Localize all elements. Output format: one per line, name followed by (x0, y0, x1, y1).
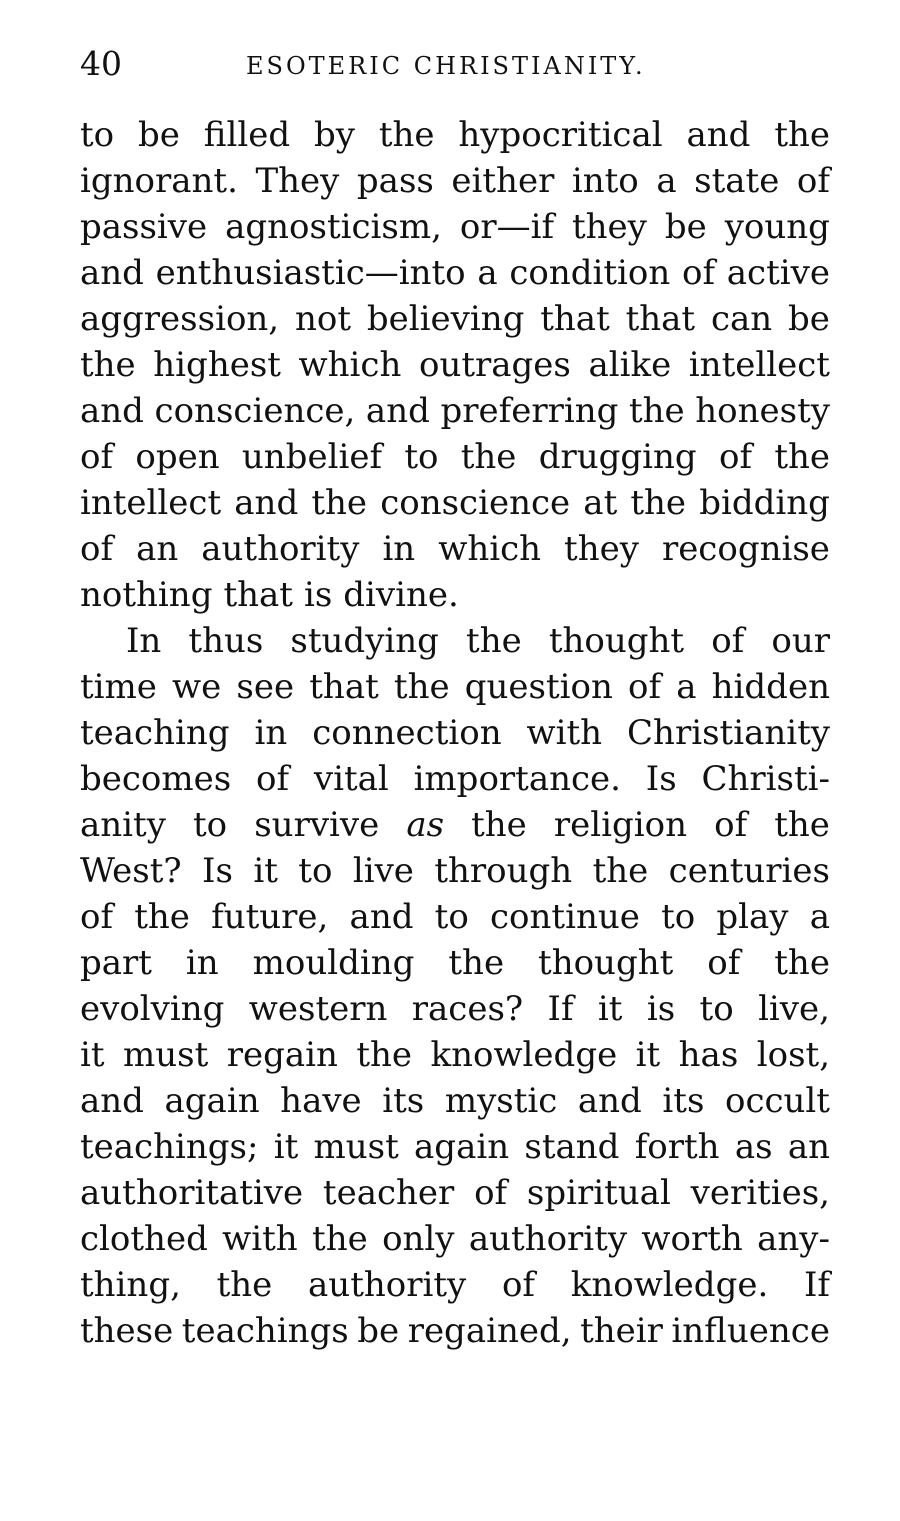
word: part (80, 943, 152, 983)
word: to (193, 805, 228, 845)
word: clothed (80, 1219, 208, 1259)
word: state (694, 161, 780, 201)
word: their (580, 1311, 663, 1351)
word: as (406, 805, 445, 845)
word: ignorant. (80, 161, 238, 201)
text-line (80, 388, 830, 434)
word: with (526, 713, 603, 753)
word: a (656, 161, 677, 201)
word: anity (80, 805, 166, 845)
word: must (123, 1035, 209, 1075)
word: hidden (711, 667, 830, 707)
word: occult (724, 1081, 830, 1121)
word: the (216, 1265, 273, 1305)
word: that (309, 667, 379, 707)
text-line (80, 756, 830, 802)
word: Is (645, 759, 677, 799)
word: outrages (418, 345, 571, 385)
word: preferring (440, 391, 619, 431)
word: by (313, 115, 355, 155)
text-line (80, 848, 830, 894)
word: aggression, (80, 299, 280, 339)
word: agnosticism, (225, 207, 442, 247)
word: races? (411, 989, 524, 1029)
word: filled (203, 115, 291, 155)
text-line (80, 158, 830, 204)
word: to (699, 989, 734, 1029)
word: authority (308, 1265, 467, 1305)
text-line (80, 480, 830, 526)
word: connection (312, 713, 502, 753)
word: and (365, 391, 430, 431)
word: Christi- (701, 759, 830, 799)
word: religion (553, 805, 688, 845)
word: divine. (343, 575, 459, 615)
word: and (80, 1081, 144, 1121)
word: must (313, 1127, 399, 1167)
text-line (80, 342, 830, 388)
word: If (803, 1265, 830, 1305)
word: they (564, 529, 639, 569)
word: it (597, 989, 623, 1029)
word: we (172, 667, 222, 707)
word: of (80, 529, 114, 569)
word: the (630, 483, 687, 523)
word: through (434, 851, 573, 891)
word: to (661, 897, 696, 937)
word: the (448, 943, 505, 983)
text-line (80, 434, 830, 480)
word: evolving (80, 989, 225, 1029)
word: these (80, 1311, 174, 1351)
word: verities, (690, 1173, 830, 1213)
word: the (774, 115, 830, 155)
word: the (311, 483, 368, 523)
word: bidding (699, 483, 830, 523)
word: be (357, 1311, 400, 1351)
text-line (80, 664, 830, 710)
word: have (280, 1081, 362, 1121)
word: in (254, 713, 288, 753)
word: live, (758, 989, 830, 1029)
word: at (583, 483, 618, 523)
word: to (434, 897, 469, 937)
word: of (714, 805, 748, 845)
word: recognise (661, 529, 830, 569)
word: nothing (80, 575, 213, 615)
word: studying (290, 621, 439, 661)
word: of (474, 1173, 508, 1213)
word: of (628, 667, 662, 707)
word: the (774, 437, 830, 477)
word: the (134, 897, 190, 937)
word: and (80, 391, 144, 431)
word: future, (211, 897, 329, 937)
text-line (80, 1170, 830, 1216)
word: enthusiastic—into (155, 253, 466, 293)
running-head (80, 44, 830, 84)
word: of (80, 437, 114, 477)
word: and (234, 483, 299, 523)
word: and (80, 253, 144, 293)
word: not (294, 299, 352, 339)
word: centuries (668, 851, 830, 891)
word: teaching (80, 713, 230, 753)
word: the (628, 391, 685, 431)
word: it (635, 1035, 661, 1075)
word: importance. (413, 759, 621, 799)
word: mystic (444, 1081, 558, 1121)
word: of (711, 621, 745, 661)
word: an (136, 529, 179, 569)
word: and (577, 1081, 642, 1121)
word: that (540, 299, 610, 339)
word: regained, (407, 1311, 572, 1351)
word: only (382, 1219, 455, 1259)
word: pass (356, 161, 434, 201)
word: it (80, 1035, 105, 1075)
word: the (378, 115, 435, 155)
word: to (298, 851, 333, 891)
word: time (80, 667, 157, 707)
word: of (80, 897, 114, 937)
word: and (349, 897, 414, 937)
word: of (682, 253, 716, 293)
word: a (477, 253, 498, 293)
word: a (809, 897, 830, 937)
text-line (80, 204, 830, 250)
word: open (135, 437, 220, 477)
text-line (80, 940, 830, 986)
word: authoritative (80, 1173, 304, 1213)
word: the (393, 667, 450, 707)
word: spiritual (526, 1173, 671, 1213)
word: thought (548, 621, 685, 661)
word: as (734, 1127, 773, 1167)
word: the (774, 805, 830, 845)
word: influence (671, 1311, 830, 1351)
word: active (726, 253, 830, 293)
running-title: ESOTERIC CHRISTIANITY. (246, 52, 646, 80)
word: thing, (80, 1265, 181, 1305)
word: stand (524, 1127, 620, 1167)
word: drugging (538, 437, 697, 477)
text-line (80, 986, 830, 1032)
word: be (664, 207, 707, 247)
word: teachings (181, 1311, 349, 1351)
word: thought (538, 943, 674, 983)
word: is (646, 989, 676, 1029)
word: honesty (695, 391, 830, 431)
word: an (787, 1127, 830, 1167)
word: highest (153, 345, 281, 385)
word: to (404, 437, 439, 477)
word: intellect (80, 483, 222, 523)
word: intellect (688, 345, 830, 385)
word: thus (188, 621, 264, 661)
word: survive (254, 805, 380, 845)
text-line (80, 572, 830, 618)
text-line (80, 296, 830, 342)
word: its (662, 1081, 705, 1121)
word: West? (80, 851, 182, 891)
word: the (460, 437, 517, 477)
word: in (185, 943, 219, 983)
word: young (724, 207, 830, 247)
word: continue (490, 897, 640, 937)
word: unbelief (241, 437, 383, 477)
word: of (707, 943, 741, 983)
body-text (80, 112, 830, 1354)
word: western (248, 989, 388, 1029)
word: that (223, 575, 293, 615)
text-line (80, 1078, 830, 1124)
word: They (255, 161, 340, 201)
word: see (236, 667, 295, 707)
word: the (466, 621, 522, 661)
word: our (771, 621, 830, 661)
text-line (80, 710, 830, 756)
text-line (80, 1308, 830, 1354)
word: the (471, 805, 527, 845)
word: becomes (80, 759, 232, 799)
word: again (164, 1081, 260, 1121)
word: that (625, 299, 696, 339)
word: which (298, 345, 402, 385)
word: either (451, 161, 555, 201)
word: it (273, 1127, 299, 1167)
word: and (686, 115, 751, 155)
word: question (464, 667, 613, 707)
word: the (774, 943, 830, 983)
word: to (80, 115, 115, 155)
word: or—if (459, 207, 555, 247)
word: be (138, 115, 180, 155)
page-number: 40 (80, 44, 122, 83)
word: its (382, 1081, 425, 1121)
text-line (80, 894, 830, 940)
word: condition (509, 253, 671, 293)
word: live (352, 851, 414, 891)
word: teacher (322, 1173, 455, 1213)
word: believing (366, 299, 525, 339)
word: knowledge (430, 1035, 618, 1075)
text-line (80, 1216, 830, 1262)
word: be (788, 299, 830, 339)
word: can (710, 299, 773, 339)
word: In (126, 621, 162, 661)
word: worth (641, 1219, 743, 1259)
word: moulding (252, 943, 415, 983)
word: of (718, 437, 753, 477)
word: authority (201, 529, 360, 569)
text-line (80, 1032, 830, 1078)
text-line (80, 1124, 830, 1170)
word: the (312, 1219, 368, 1259)
word: alike (588, 345, 672, 385)
word: vital (313, 759, 389, 799)
word: with (222, 1219, 298, 1259)
word: they (572, 207, 647, 247)
word: teachings; (80, 1127, 259, 1167)
word: If (547, 989, 574, 1029)
word: passive (80, 207, 208, 247)
word: conscience (380, 483, 571, 523)
word: conscience, (154, 391, 356, 431)
word: the (80, 345, 136, 385)
word: regain (226, 1035, 338, 1075)
word: knowledge. (570, 1265, 769, 1305)
word: which (438, 529, 542, 569)
word: a (676, 667, 697, 707)
word: of (796, 161, 830, 201)
word: play (716, 897, 789, 937)
text-line (80, 1262, 830, 1308)
word: of (501, 1265, 536, 1305)
word: is (303, 575, 333, 615)
text-line (80, 618, 830, 664)
word: authority (468, 1219, 628, 1259)
word: it (253, 851, 278, 891)
word: the (592, 851, 649, 891)
word: forth (634, 1127, 720, 1167)
word: again (414, 1127, 510, 1167)
text-line (80, 112, 830, 158)
word: has (678, 1035, 739, 1075)
word: any- (757, 1219, 830, 1259)
word: Christianity (627, 713, 830, 753)
word: Is (202, 851, 233, 891)
word: the (356, 1035, 413, 1075)
word: into (571, 161, 639, 201)
word: lost, (756, 1035, 830, 1075)
word: of (256, 759, 290, 799)
word: hypocritical (458, 115, 663, 155)
word: in (382, 529, 416, 569)
text-line (80, 802, 830, 848)
text-line (80, 526, 830, 572)
text-line (80, 250, 830, 296)
